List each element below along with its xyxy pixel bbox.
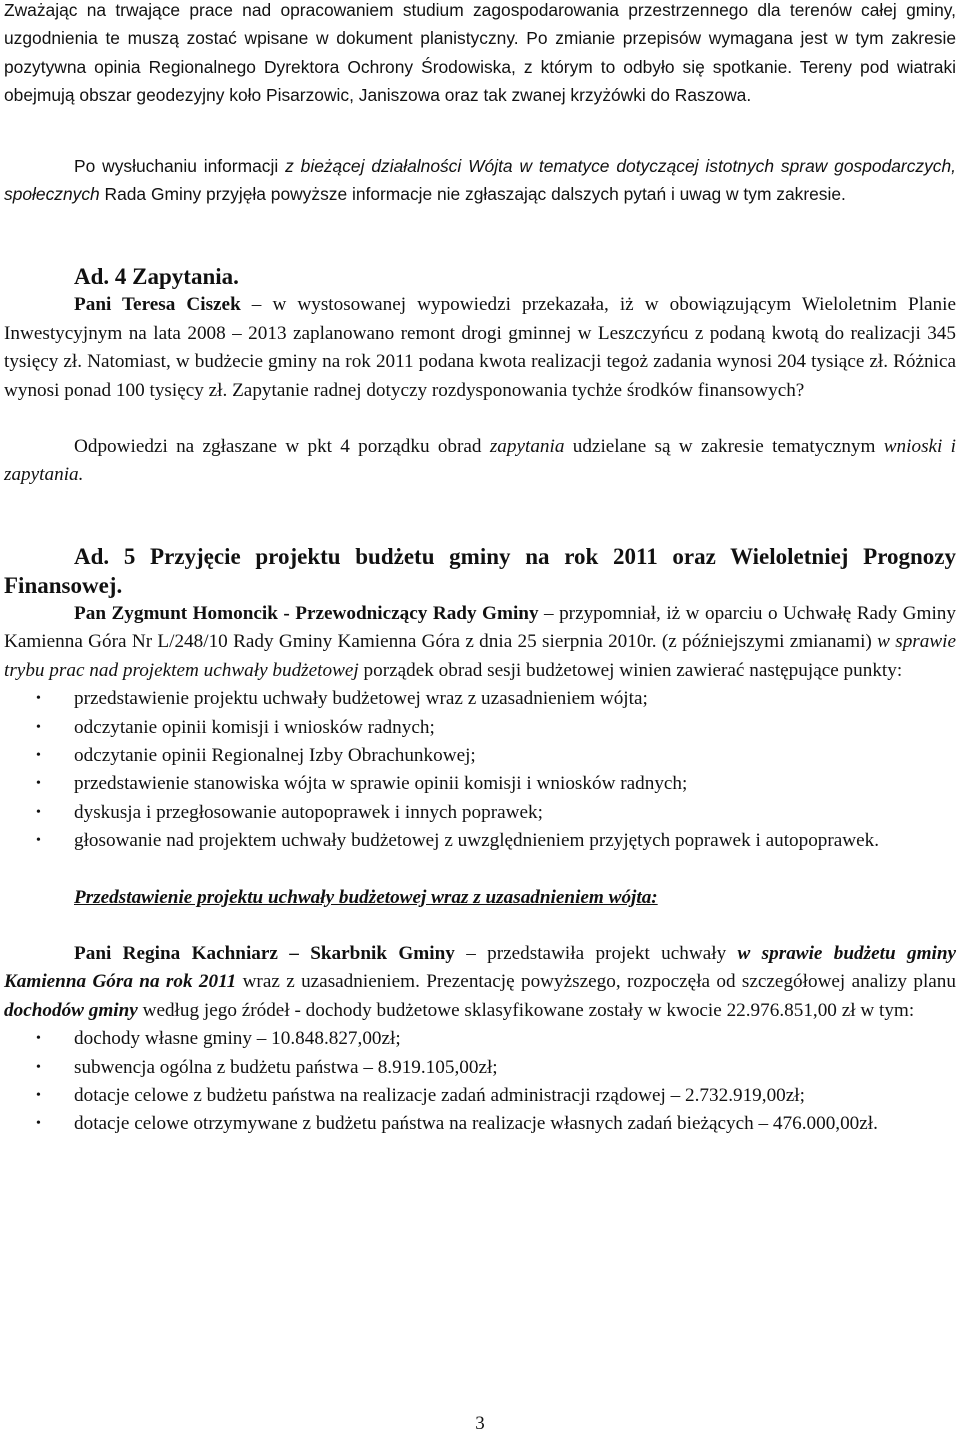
- paragraph-answers: [4, 433, 956, 490]
- speaker-ciszek: Pani Teresa Ciszek: [74, 294, 241, 316]
- page-number: 3: [475, 1413, 485, 1434]
- speaker-homoncik: Pan Zygmunt Homoncik - Przewodniczący Rady Gminy: [74, 602, 539, 624]
- paragraph-homoncik: [4, 600, 956, 685]
- answers-italic-b: zapytania: [489, 436, 565, 458]
- list-item: • subwencja ogólna z budżetu państwa – 8.919.105,00zł;: [4, 1054, 956, 1082]
- homoncik-italic-b: w sprawie trybu prac nad projektem uchwały budżetowej: [4, 631, 956, 681]
- agenda-list: [4, 685, 956, 855]
- council-info-italic: z bieżącej działalności Wójta w tematyce dotyczącej istotnych spraw gospodarczych, społecznych: [4, 155, 956, 205]
- income-list: [4, 1025, 956, 1139]
- answers-text-a: Odpowiedzi na zgłaszane w pkt 4 porządku obrad: [74, 436, 490, 458]
- list-item: • przedstawienie stanowiska wójta w sprawie opinii komisji i wniosków radnych;: [4, 770, 956, 798]
- list-item: • przedstawienie projektu uchwały budżetowej wraz z uzasadnieniem wójta;: [4, 685, 956, 713]
- document-page: [4, 0, 956, 1139]
- ciszek-text: – w wystosowanej wypowiedzi przekazała, iż w obowiązującym Wieloletnim Planie Inwestycyjnym na lata 2008 – 2013 zaplanowano remont drogi gminnej w Leszczyńcu z podaną kwotą do realizacji 345 tysięcy zł. Natomiast, w budżecie gminy na rok 2011 podana kwota realizacji tegoż zadania wynosi 204 tysiące zł. Różnica wynosi ponad 100 tysięcy zł. Zapytanie radnej dotyczy rozdysponowania tychże środków finansowych?: [4, 294, 956, 401]
- homoncik-text-c: porządek obrad sesji budżetowej winien zawierać następujące punkty:: [358, 659, 903, 681]
- list-item: • odczytanie opinii Regionalnej Izby Obrachunkowej;: [4, 742, 956, 770]
- answers-italic-d: wnioski i zapytania.: [4, 436, 957, 486]
- paragraph-ciszek: [4, 291, 956, 405]
- council-info-intro: Po wysłuchaniu informacji: [74, 155, 286, 176]
- list-item: • dotacje celowe z budżetu państwa na realizacje zadań administracji rządowej – 2.732.919,00zł;: [4, 1082, 956, 1110]
- list-item: • dochody własne gminy – 10.848.827,00zł;: [4, 1025, 956, 1053]
- list-item: • dotacje celowe otrzymywane z budżetu państwa na realizacje własnych zadań bieżących – 476.000,00zł.: [4, 1110, 956, 1138]
- answers-text-c: udzielane są w zakresie tematycznym: [564, 436, 884, 458]
- paragraph-wind-farm-part1: Zważając na trwające prace nad opracowaniem studium zagospodarowania przestrzennego dla terenów całej gminy, uzgodnienia te muszą zostać wpisane w dokument planistyczny. Po zmianie przepisów wymagana jest w tym zakresie pozytywna opinia Regionalnego Dyrektora Ochrony Środowiska, z którym to odbyło się spotkanie.: [4, 0, 956, 77]
- heading-ad4: Ad. 4 Zapytania.: [74, 264, 239, 290]
- kachniarz-text-e: według jego źródeł - dochody budżetowe sklasyfikowane zostały w kwocie 22.976.851,00 zł w tym:: [137, 999, 915, 1021]
- kachniarz-bold-italic-d: dochodów gminy: [4, 999, 138, 1021]
- list-item: • dyskusja i przegłosowanie autopoprawek i innych poprawek;: [4, 799, 956, 827]
- kachniarz-bold-italic-b: w sprawie budżetu gminy Kamienna Góra na rok 2011: [4, 942, 957, 993]
- list-item: • odczytanie opinii komisji i wniosków radnych;: [4, 714, 956, 742]
- paragraph-kachniarz: [4, 940, 956, 1025]
- list-item: • głosowanie nad projektem uchwały budżetowej z uwzględnieniem przyjętych poprawek i autopoprawek.: [4, 827, 956, 855]
- council-info-rest: Rada Gminy przyjęła powyższe informacje nie zgłaszając dalszych pytań i uwag w tym zakresie.: [99, 184, 846, 205]
- paragraph-council-info: [4, 152, 956, 209]
- speaker-kachniarz: Pani Regina Kachniarz – Skarbnik Gminy: [74, 942, 455, 964]
- paragraph-wind-farm: [4, 0, 956, 110]
- paragraph-wind-farm-part2: Tereny pod wiatraki obejmują obszar geodezyjny koło Pisarzowic, Janiszowa oraz tak zwanej krzyżówki do Raszowa.: [4, 56, 957, 106]
- kachniarz-text-c: wraz z uzasadnieniem. Prezentację powyższego, rozpoczęła od szczegółowej analizy planu: [236, 971, 956, 993]
- kachniarz-text-a: – przedstawiła projekt uchwały: [454, 942, 738, 964]
- heading-ad5: Ad. 5 Przyjęcie projektu budżetu gminy na rok 2011 oraz Wieloletniej Prognozy Finansowej.: [4, 543, 956, 598]
- homoncik-text-a: – przypomniał, iż w oparciu o Uchwałę Rady Gminy Kamienna Góra Nr L/248/10 Rady Gminy Kamienna Góra z dnia 25 sierpnia 2010r. (z późniejszymi zmianami): [4, 602, 956, 653]
- subheading-budget-presentation: Przedstawienie projektu uchwały budżetowej wraz z uzasadnieniem wójta:: [74, 886, 658, 908]
